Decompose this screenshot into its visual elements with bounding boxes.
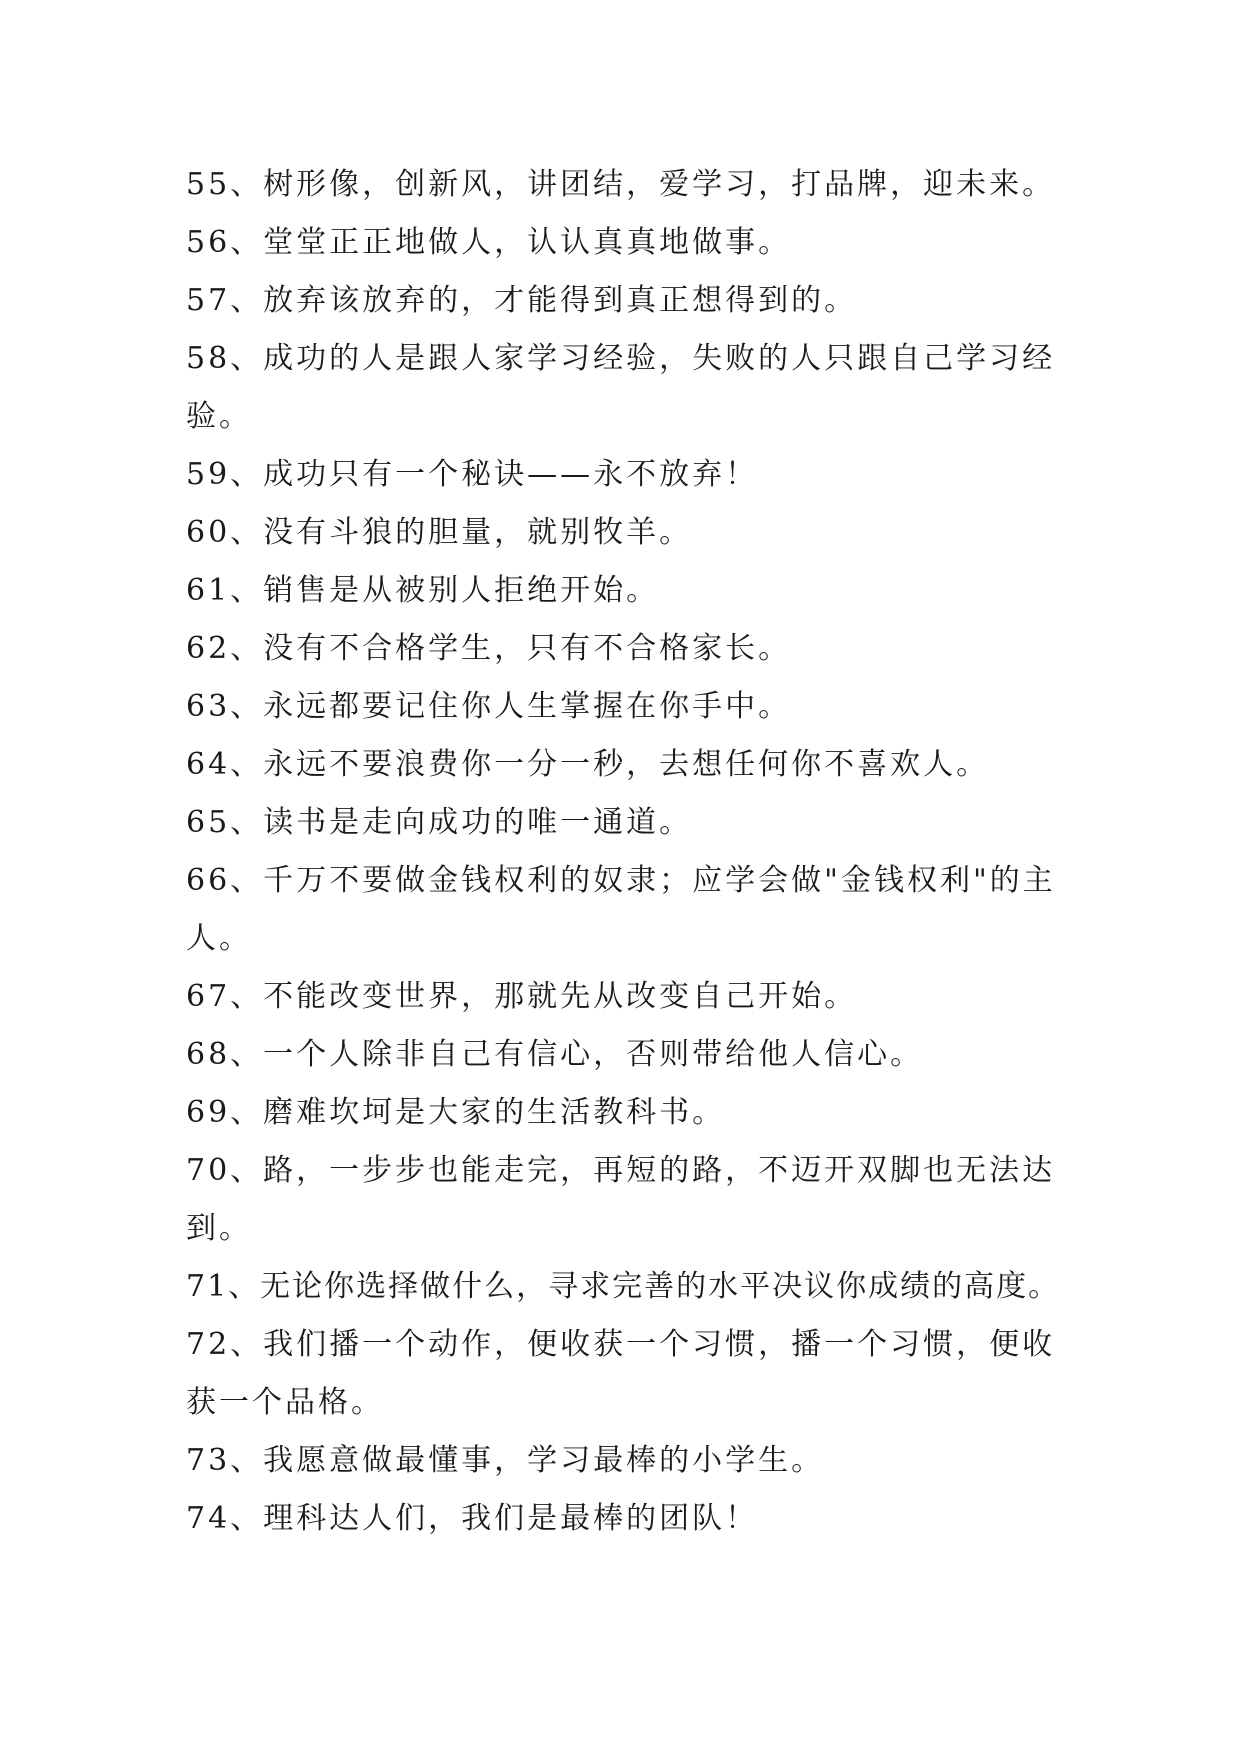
text-line: 56、堂堂正正地做人，认认真真地做事。 [186, 225, 792, 260]
text-line: 72、我们播一个动作，便收获一个习惯，播一个习惯，便收 [186, 1327, 1056, 1362]
text-line: 到。 [186, 1211, 252, 1246]
text-line: 68、一个人除非自己有信心，否则带给他人信心。 [186, 1037, 924, 1072]
text-line: 74、理科达人们，我们是最棒的团队！ [186, 1501, 759, 1536]
text-line: 67、不能改变世界，那就先从改变自己开始。 [186, 979, 858, 1014]
text-line: 71、无论你选择做什么，寻求完善的水平决议你成绩的高度。 [186, 1269, 1061, 1304]
text-line: 60、没有斗狼的胆量，就别牧羊。 [186, 515, 693, 550]
text-line: 69、磨难坎坷是大家的生活教科书。 [186, 1095, 726, 1130]
text-line: 63、永远都要记住你人生掌握在你手中。 [186, 689, 792, 724]
text-line: 62、没有不合格学生，只有不合格家长。 [186, 631, 792, 666]
text-line: 59、成功只有一个秘诀——永不放弃！ [186, 457, 759, 492]
text-line: 获一个品格。 [186, 1385, 384, 1420]
text-line: 64、永远不要浪费你一分一秒，去想任何你不喜欢人。 [186, 747, 990, 782]
text-line: 66、千万不要做金钱权利的奴隶；应学会做"金钱权利"的主 [186, 863, 1056, 898]
quote-list [186, 156, 1066, 1548]
text-line: 65、读书是走向成功的唯一通道。 [186, 805, 693, 840]
text-line: 58、成功的人是跟人家学习经验，失败的人只跟自己学习经 [186, 341, 1056, 376]
text-line: 73、我愿意做最懂事，学习最棒的小学生。 [186, 1443, 825, 1478]
text-line: 人。 [186, 921, 252, 956]
text-line: 61、销售是从被别人拒绝开始。 [186, 573, 660, 608]
text-line: 70、路，一步步也能走完，再短的路，不迈开双脚也无法达 [186, 1153, 1056, 1188]
text-line: 55、树形像，创新风，讲团结，爱学习，打品牌，迎未来。 [186, 167, 1056, 202]
text-line: 验。 [186, 399, 252, 434]
text-line: 57、放弃该放弃的，才能得到真正想得到的。 [186, 283, 858, 318]
